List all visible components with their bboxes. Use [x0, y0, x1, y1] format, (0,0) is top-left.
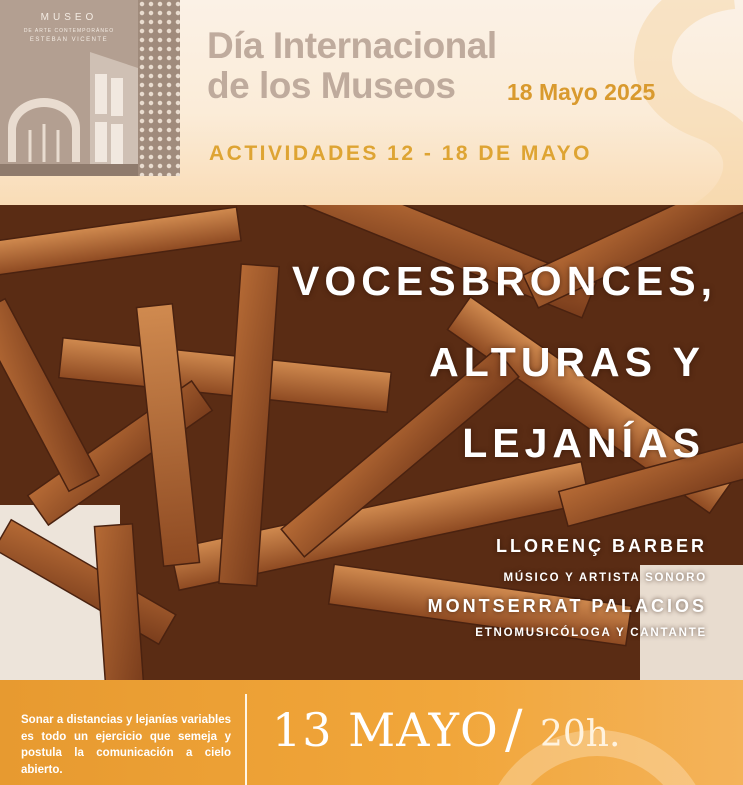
logo-pattern: [138, 0, 180, 176]
logo-name: ESTEBAN VICENTE: [29, 37, 109, 43]
artist-role: ETNOMUSICÓLOGA Y CANTANTE: [475, 627, 707, 639]
logo-title: MUSEO: [40, 12, 98, 23]
event-description: Sonar a distancias y lejanías variables es todo un ejercicio que semeja y postula la comunicación a cielo abierto.: [21, 714, 231, 776]
page-title-line1: Día Internacional: [207, 25, 497, 66]
performance-day: 13: [272, 703, 333, 757]
footer-divider: [245, 694, 247, 785]
page-title-line2: de los Museos: [207, 65, 456, 106]
artist-name: MONTSERRAT PALACIOS: [427, 596, 707, 616]
artist-name: LLORENÇ BARBER: [496, 536, 707, 556]
event-title-line1: VOCESBRONCES,: [292, 258, 717, 304]
logo-subtitle: DE ARTE CONTEMPORÁNEO: [23, 28, 115, 34]
artist-role: MÚSICO Y ARTISTA SONORO: [503, 572, 707, 584]
performance-month: MAYO: [348, 703, 499, 757]
museum-logo: [0, 0, 180, 176]
performance-time: 20h.: [540, 714, 621, 755]
museum-building-icon: [0, 44, 138, 176]
performance-date: [272, 703, 499, 757]
event-date: 18 Mayo 2025: [507, 79, 656, 105]
date-time-separator: /: [505, 700, 523, 760]
event-title-line2: ALTURAS Y: [429, 339, 705, 385]
activities-range: ACTIVIDADES 12 - 18 DE MAYO: [209, 142, 592, 165]
event-title-line3: LEJANÍAS: [462, 420, 705, 466]
header-band: [0, 0, 743, 205]
